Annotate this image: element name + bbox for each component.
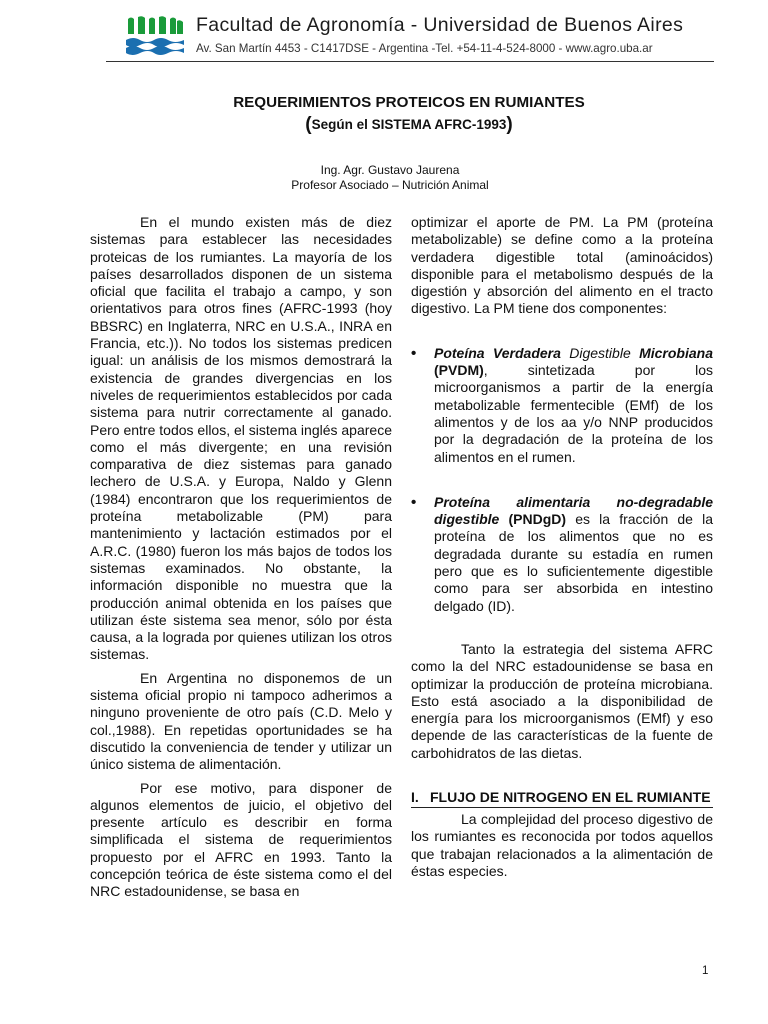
page-number: 1 — [702, 965, 709, 977]
author-name: Ing. Agr. Gustavo Jaurena — [320, 163, 460, 177]
definition-pndgd: es la fracción de la proteína de los alimentos que no es degradada durante su estadía en rumen pero que es lo suficientemente digestible como para ser absorbida en intestino delgado (ID). — [434, 511, 714, 614]
subtitle-close-paren: ) — [506, 114, 513, 135]
paragraph: Tanto la estrategia del sistema AFRC como la del NRC estadounidense se basa en optimizar la producción de proteína microbiana. Esto está asociado a la disponibilidad de energía para los microorganismos (EMf) y eso depende de las características de la fuente de carbohidratos de las dietas. — [411, 640, 713, 761]
left-column — [90, 214, 392, 901]
list-item — [411, 494, 713, 615]
paragraph: La complejidad del proceso digestivo de los rumiantes es reconocida por todos aquellos que trabajan relacionados a la alimentación de éstas especies. — [411, 811, 713, 879]
institution-name: Facultad de Agronomía - Universidad de Buenos Aires — [196, 14, 684, 36]
subtitle-open-paren: ( — [305, 114, 312, 135]
header-divider — [106, 61, 714, 62]
abbrev-pvdm: (PVDM) — [434, 362, 484, 379]
term-pvdm-part1: Poteína Verdadera — [434, 344, 561, 361]
term-pvdm-part2: Digestible — [569, 344, 631, 361]
term-pvdm-part3: Microbiana — [639, 344, 713, 361]
right-column — [411, 214, 713, 880]
paragraph: En el mundo existen más de diez sistemas para establecer las necesidades proteicas de los rumiantes. La mayoría de los países desarrollados disponen de un sistema oficial que facilita el trabajo a campo, y son orientativos para otros fines (AFRC-1993 (hoy BBSRC) en Inglaterra, NRC en U.S.A., INRA en Francia, etc.)). No todos los sistemas predicen igual: un análisis de los mismos demostrará la existencia de grandes divergencias en los niveles de requerimientos establecidos por cada sistema para nutrir correctamente al ganado. Pero entre todos ellos, el sistema inglés aparece como el más divergente; en una revisión comparativa de diez sistemas para ganado lechero de U.S.A. y Europa, Naldo y Glenn (1984) encontraron que los requerimientos de proteína metabolizable (PM) para mantenimiento y lactación estimados por el A.R.C. (1980) fueron los más bajos de todos los sistemas examinados. No obstante, la información disponible no muestra que la producción animal obtenida en los países que utilizan éste sistema sea menor, sólo por ésta causa, a la lograda por quienes utilizan los otros sistemas. — [90, 214, 392, 663]
section-number: I. — [411, 789, 419, 806]
paragraph: En Argentina no disponemos de un sistema oficial propio ni tampoco adherimos a ninguno proveniente de otro país (C.D. Melo y col.,1988). En repetidas oportunidades se ha discutido la conveniencia de tender y utilizar un único sistema de alimentación. — [90, 669, 392, 773]
abbrev-pndgd: (PNDgD) — [508, 511, 567, 528]
list-item — [411, 345, 713, 466]
protein-components-list — [411, 345, 713, 615]
institution-address: Av. San Martín 4453 - C1417DSE - Argentina -Tel. +54-11-4-524-8000 - www.agro.uba.ar — [196, 42, 653, 55]
section-heading — [411, 789, 713, 808]
faculty-logo — [126, 16, 184, 56]
document-subtitle — [0, 113, 768, 135]
paragraph: Por ese motivo, para disponer de algunos elementos de juicio, el objetivo del presente artículo es describir en forma simplificada el sistema de requerimientos propuesto por el AFRC en 1993. Tanto la concepción teórica de éste sistema como el del NRC estadounidense, se basa en — [90, 779, 392, 900]
definition-pvdm: , sintetizada por los microorganismos a partir de la energía metabolizable fermentecible (EMf) de los alimentos y de los aa y/o NNP producidos por la degradación de la proteína de los alimentos en el rumen. — [434, 362, 713, 465]
subtitle-text: Según el SISTEMA AFRC-1993 — [311, 117, 507, 132]
term-pndgd: Proteína alimentaria no-degradable digestible — [434, 493, 713, 528]
paragraph: optimizar el aporte de PM. La PM (proteína metabolizable) se define como a la proteína verdadera digestible total (aminoácidos) disponible para el metabolismo después de la digestión y absorción del alimento en el tracto digestivo. La PM tiene dos componentes: — [411, 214, 713, 317]
document-title: REQUERIMIENTOS PROTEICOS EN RUMIANTES — [233, 94, 585, 111]
author-position: Profesor Asociado – Nutrición Animal — [291, 178, 489, 192]
author-block — [0, 163, 768, 193]
section-title: FLUJO DE NITROGENO EN EL RUMIANTE — [430, 789, 711, 806]
